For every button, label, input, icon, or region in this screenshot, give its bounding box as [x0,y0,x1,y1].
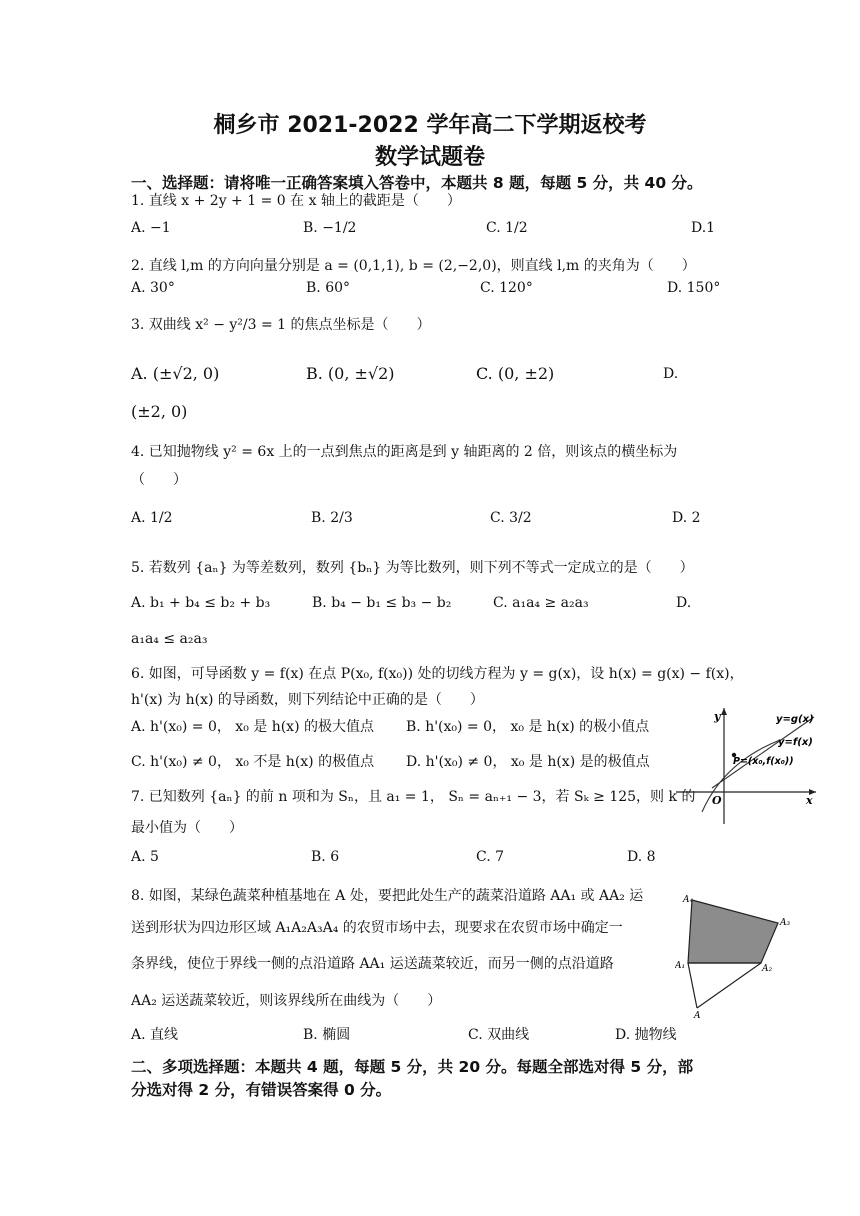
q2-stem: 2. 直线 l,m 的方向向量分别是 a = (0,1,1), b = (2,−2,0)，则直线 l,m 的夹角为（ ） [131,258,696,274]
road-aa1 [688,963,697,1008]
p-label: P=(x₀,f(x₀)) [733,756,794,767]
q8-stem-line3: 条界线，使位于界线一侧的点沿道路 AA₁ 运送蔬菜较近，而另一侧的点沿道路 [131,956,614,972]
section-2-heading-line2: 分选对得 2 分，有错误答案得 0 分。 [131,1081,392,1099]
q5-option-b: B. b₄ − b₁ ≤ b₃ − b₂ [312,595,452,611]
q4-option-d: D. 2 [672,510,701,526]
q2-option-b: B. 60° [306,280,351,296]
q4-option-c: C. 3/2 [490,510,532,526]
q1-stem: 1. 直线 x + 2y + 1 = 0 在 x 轴上的截距是（ ） [131,193,461,209]
q3-option-b: B. (0, ±√2) [306,364,395,383]
q3-option-d: D. [663,366,679,382]
q1-option-d: D.1 [691,220,716,236]
exam-subtitle: 数学试题卷 [374,145,485,170]
q2-option-a: A. 30° [131,280,175,296]
q2-option-d: D. 150° [667,280,721,296]
q7-stem-line2: 最小值为（ ） [131,820,243,836]
q6-stem-line2: h'(x) 为 h(x) 的导函数，则下列结论中正确的是（ ） [131,692,484,708]
q4-option-a: A. 1/2 [131,510,173,526]
q8-option-c: C. 双曲线 [468,1027,530,1043]
tangent-line-g [712,717,814,788]
q3-option-c: C. (0, ±2) [476,364,555,383]
y-axis-label: y [714,710,721,723]
q8-option-d: D. 抛物线 [615,1027,677,1043]
label-a2: A₂ [762,964,773,974]
q6-option-b: B. h'(x₀) = 0， x₀ 是 h(x) 的极小值点 [406,719,650,735]
origin-label: O [712,794,722,807]
label-a: A [694,1011,701,1021]
q5-option-a: A. b₁ + b₄ ≤ b₂ + b₃ [131,595,271,611]
q4-stem: 4. 已知抛物线 y² = 6x 上的一点到焦点的距离是到 y 轴距离的 2 倍，则该点的横坐标为 [131,444,678,460]
x-axis-label: x [806,794,813,807]
q8-stem-line4: AA₂ 运送蔬菜较近，则该界线所在曲线为（ ） [131,993,442,1009]
q5-option-d: D. [676,595,692,611]
q3-option-d-value: (±2, 0) [131,402,188,421]
section-2-heading-line1: 二、多项选择题：本题共 4 题，每题 5 分，共 20 分。每题全部选对得 5 分，部 [131,1058,694,1076]
label-a3: A₃ [780,918,791,928]
q4-paren: （ ） [131,472,187,488]
q6-option-a: A. h'(x₀) = 0， x₀ 是 h(x) 的极大值点 [131,719,374,735]
g-label: y=g(x) [776,714,814,725]
exam-title: 桐乡市 2021-2022 学年高二下学期返校考 [213,113,647,138]
f-label: y=f(x) [778,737,813,748]
q2-option-c: C. 120° [480,280,533,296]
q3-stem: 3. 双曲线 x² − y²/3 = 1 的焦点坐标是（ ） [131,317,431,333]
label-a1: A₁ [675,961,686,971]
label-a4: A₄ [683,895,694,905]
road-aa2 [697,963,761,1008]
q4-option-b: B. 2/3 [311,510,353,526]
q6-option-c: C. h'(x₀) ≠ 0， x₀ 不是 h(x) 的极值点 [131,754,375,770]
q6-stem-line1: 6. 如图，可导函数 y = f(x) 在点 P(x₀, f(x₀)) 处的切线方程为 y = g(x)，设 h(x) = g(x) − f(x)， [131,666,744,682]
section-1-heading: 一、选择题：请将唯一正确答案填入答卷中，本题共 8 题，每题 5 分，共 40 分。 [131,174,703,192]
q7-option-c: C. 7 [476,849,505,865]
y-axis-arrow-icon [721,708,727,715]
q6-option-d: D. h'(x₀) ≠ 0， x₀ 是 h(x) 是的极值点 [406,754,650,770]
q5-option-d-value: a₁a₄ ≤ a₂a₃ [131,631,208,647]
q5-option-c: C. a₁a₄ ≥ a₂a₃ [493,595,589,611]
q1-option-b: B. −1/2 [303,220,357,236]
q8-stem-line2: 送到形状为四边形区域 A₁A₂A₃A₄ 的农贸市场中去，现要求在农贸市场中确定一 [131,920,623,936]
q5-stem: 5. 若数列 {aₙ} 为等差数列，数列 {bₙ} 为等比数列，则下列不等式一定成立的是（ ） [131,560,694,576]
q8-stem-line1: 8. 如图，某绿色蔬菜种植基地在 A 处，要把此处生产的蔬菜沿道路 AA₁ 或 AA₂ 运 [131,888,644,904]
q1-option-a: A. −1 [131,220,171,236]
q1-option-c: C. 1/2 [486,220,528,236]
market-region [688,900,778,963]
q7-option-d: D. 8 [627,849,656,865]
q6-tangent-figure [672,700,822,826]
q8-option-a: A. 直线 [131,1027,179,1043]
q7-stem-line1: 7. 已知数列 {aₙ} 的前 n 项和为 Sₙ，且 a₁ = 1， Sₙ = aₙ₊₁ − 3，若 Sₖ ≥ 125，则 k 的 [131,789,696,805]
q7-option-b: B. 6 [311,849,340,865]
q8-option-b: B. 椭圆 [303,1027,351,1043]
q3-option-a: A. (±√2, 0) [131,364,220,383]
q8-market-figure [675,890,800,1022]
q7-option-a: A. 5 [131,849,159,865]
